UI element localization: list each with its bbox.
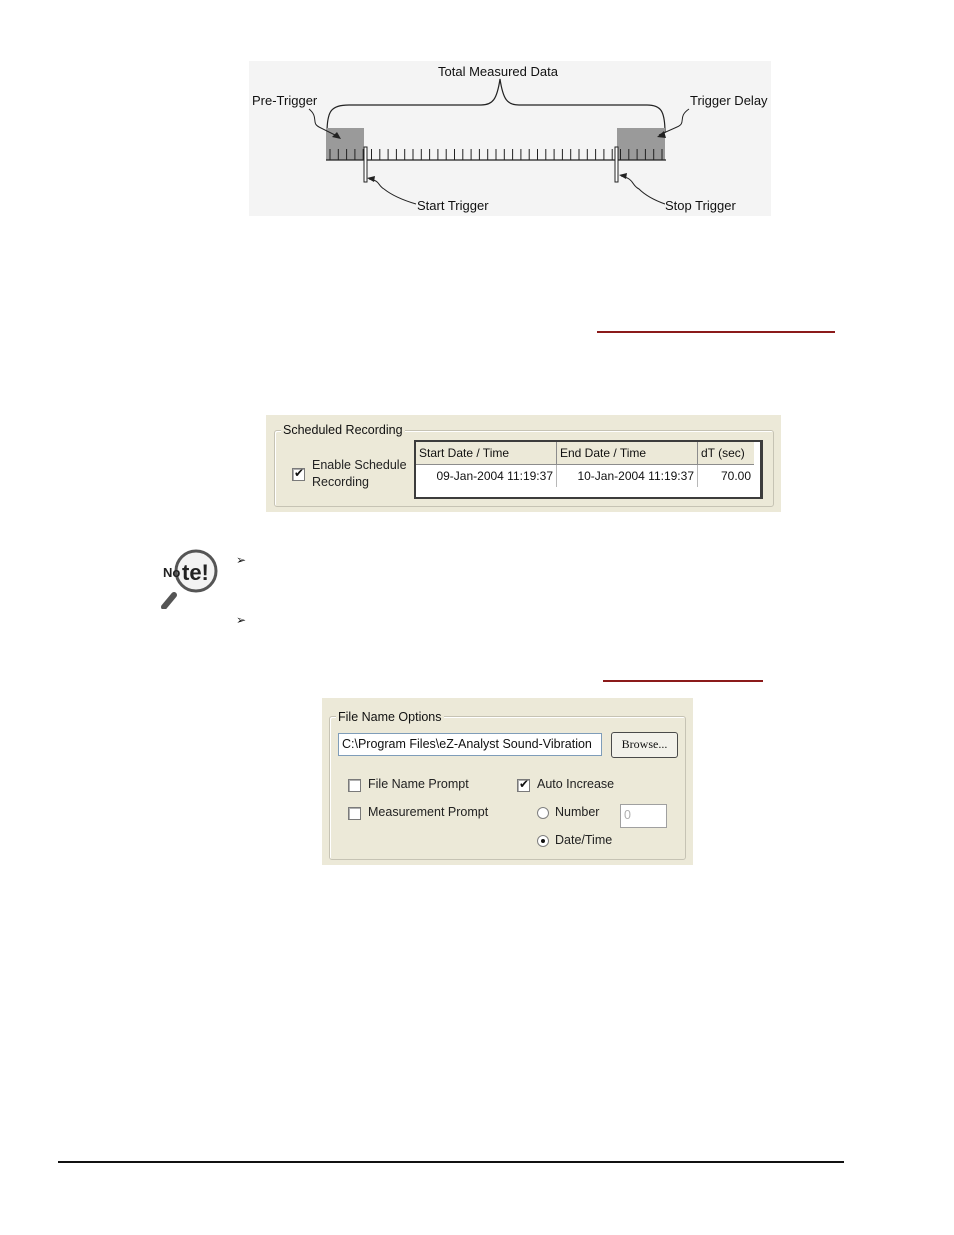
stop-trigger-label: Stop Trigger (665, 198, 736, 213)
column-header-start[interactable]: Start Date / Time (416, 442, 557, 465)
auto-increase-checkbox[interactable] (517, 779, 530, 792)
file-name-prompt-label: File Name Prompt (368, 777, 469, 791)
start-trigger-marker (364, 147, 367, 182)
enable-schedule-label-line2: Recording (312, 475, 369, 489)
checkmark-icon: ✔ (294, 466, 305, 480)
number-label: Number (555, 805, 600, 819)
scheduled-recording-legend: Scheduled Recording (283, 423, 403, 437)
note-bullet-1: ➢ (236, 553, 247, 567)
number-input[interactable]: 0 (620, 804, 667, 828)
radio-selected-dot (541, 839, 545, 843)
checkmark-icon: ✔ (519, 777, 530, 791)
hyperlink-underline[interactable] (603, 680, 763, 682)
datetime-label: Date/Time (555, 833, 613, 847)
total-data-brace (327, 79, 665, 133)
trigger-delay-block (617, 128, 665, 160)
file-name-options-legend: File Name Options (338, 710, 442, 724)
start-trigger-label: Start Trigger (417, 198, 489, 213)
column-header-end[interactable]: End Date / Time (557, 442, 698, 465)
table-row[interactable] (416, 465, 754, 488)
scheduled-recording-panel (266, 415, 781, 512)
enable-schedule-checkbox[interactable] (292, 468, 305, 481)
enable-schedule-label-line1: Enable Schedule (312, 458, 407, 472)
dt-seconds-cell[interactable]: 70.00 (720, 469, 751, 483)
trigger-diagram (249, 61, 771, 216)
start-datetime-cell[interactable]: 09-Jan-2004 11:19:37 (416, 465, 557, 488)
hyperlink-underline[interactable] (597, 331, 835, 333)
column-header-dt[interactable]: dT (sec) (698, 442, 755, 465)
auto-increase-label: Auto Increase (537, 777, 615, 791)
file-name-options-panel (322, 698, 693, 865)
svg-text:No: No (163, 565, 181, 580)
number-radio[interactable] (537, 807, 549, 819)
browse-button[interactable]: Browse... (611, 732, 678, 758)
start-trigger-arrow (369, 179, 416, 204)
timeline-ticks (330, 149, 662, 160)
trigger-delay-label: Trigger Delay (690, 93, 768, 108)
total-measured-data-label: Total Measured Data (438, 64, 558, 79)
stop-trigger-marker (615, 147, 618, 182)
pre-trigger-label: Pre-Trigger (252, 93, 318, 108)
end-datetime-cell[interactable]: 10-Jan-2004 11:19:37 (557, 465, 698, 488)
measurement-prompt-checkbox[interactable] (348, 807, 361, 820)
note-bullet-2: ➢ (236, 613, 247, 627)
measurement-prompt-label: Measurement Prompt (368, 805, 489, 819)
footer-rule (58, 1161, 844, 1163)
stop-trigger-arrow (621, 176, 665, 204)
svg-text:te!: te! (182, 560, 209, 585)
file-path-input[interactable]: C:\Program Files\eZ-Analyst Sound-Vibration (338, 733, 602, 756)
file-name-prompt-checkbox[interactable] (348, 779, 361, 792)
datetime-radio[interactable] (537, 835, 549, 847)
schedule-grid[interactable] (414, 440, 763, 499)
trigger-diagram-graphic (249, 61, 771, 216)
note-magnifier-icon (160, 547, 222, 609)
